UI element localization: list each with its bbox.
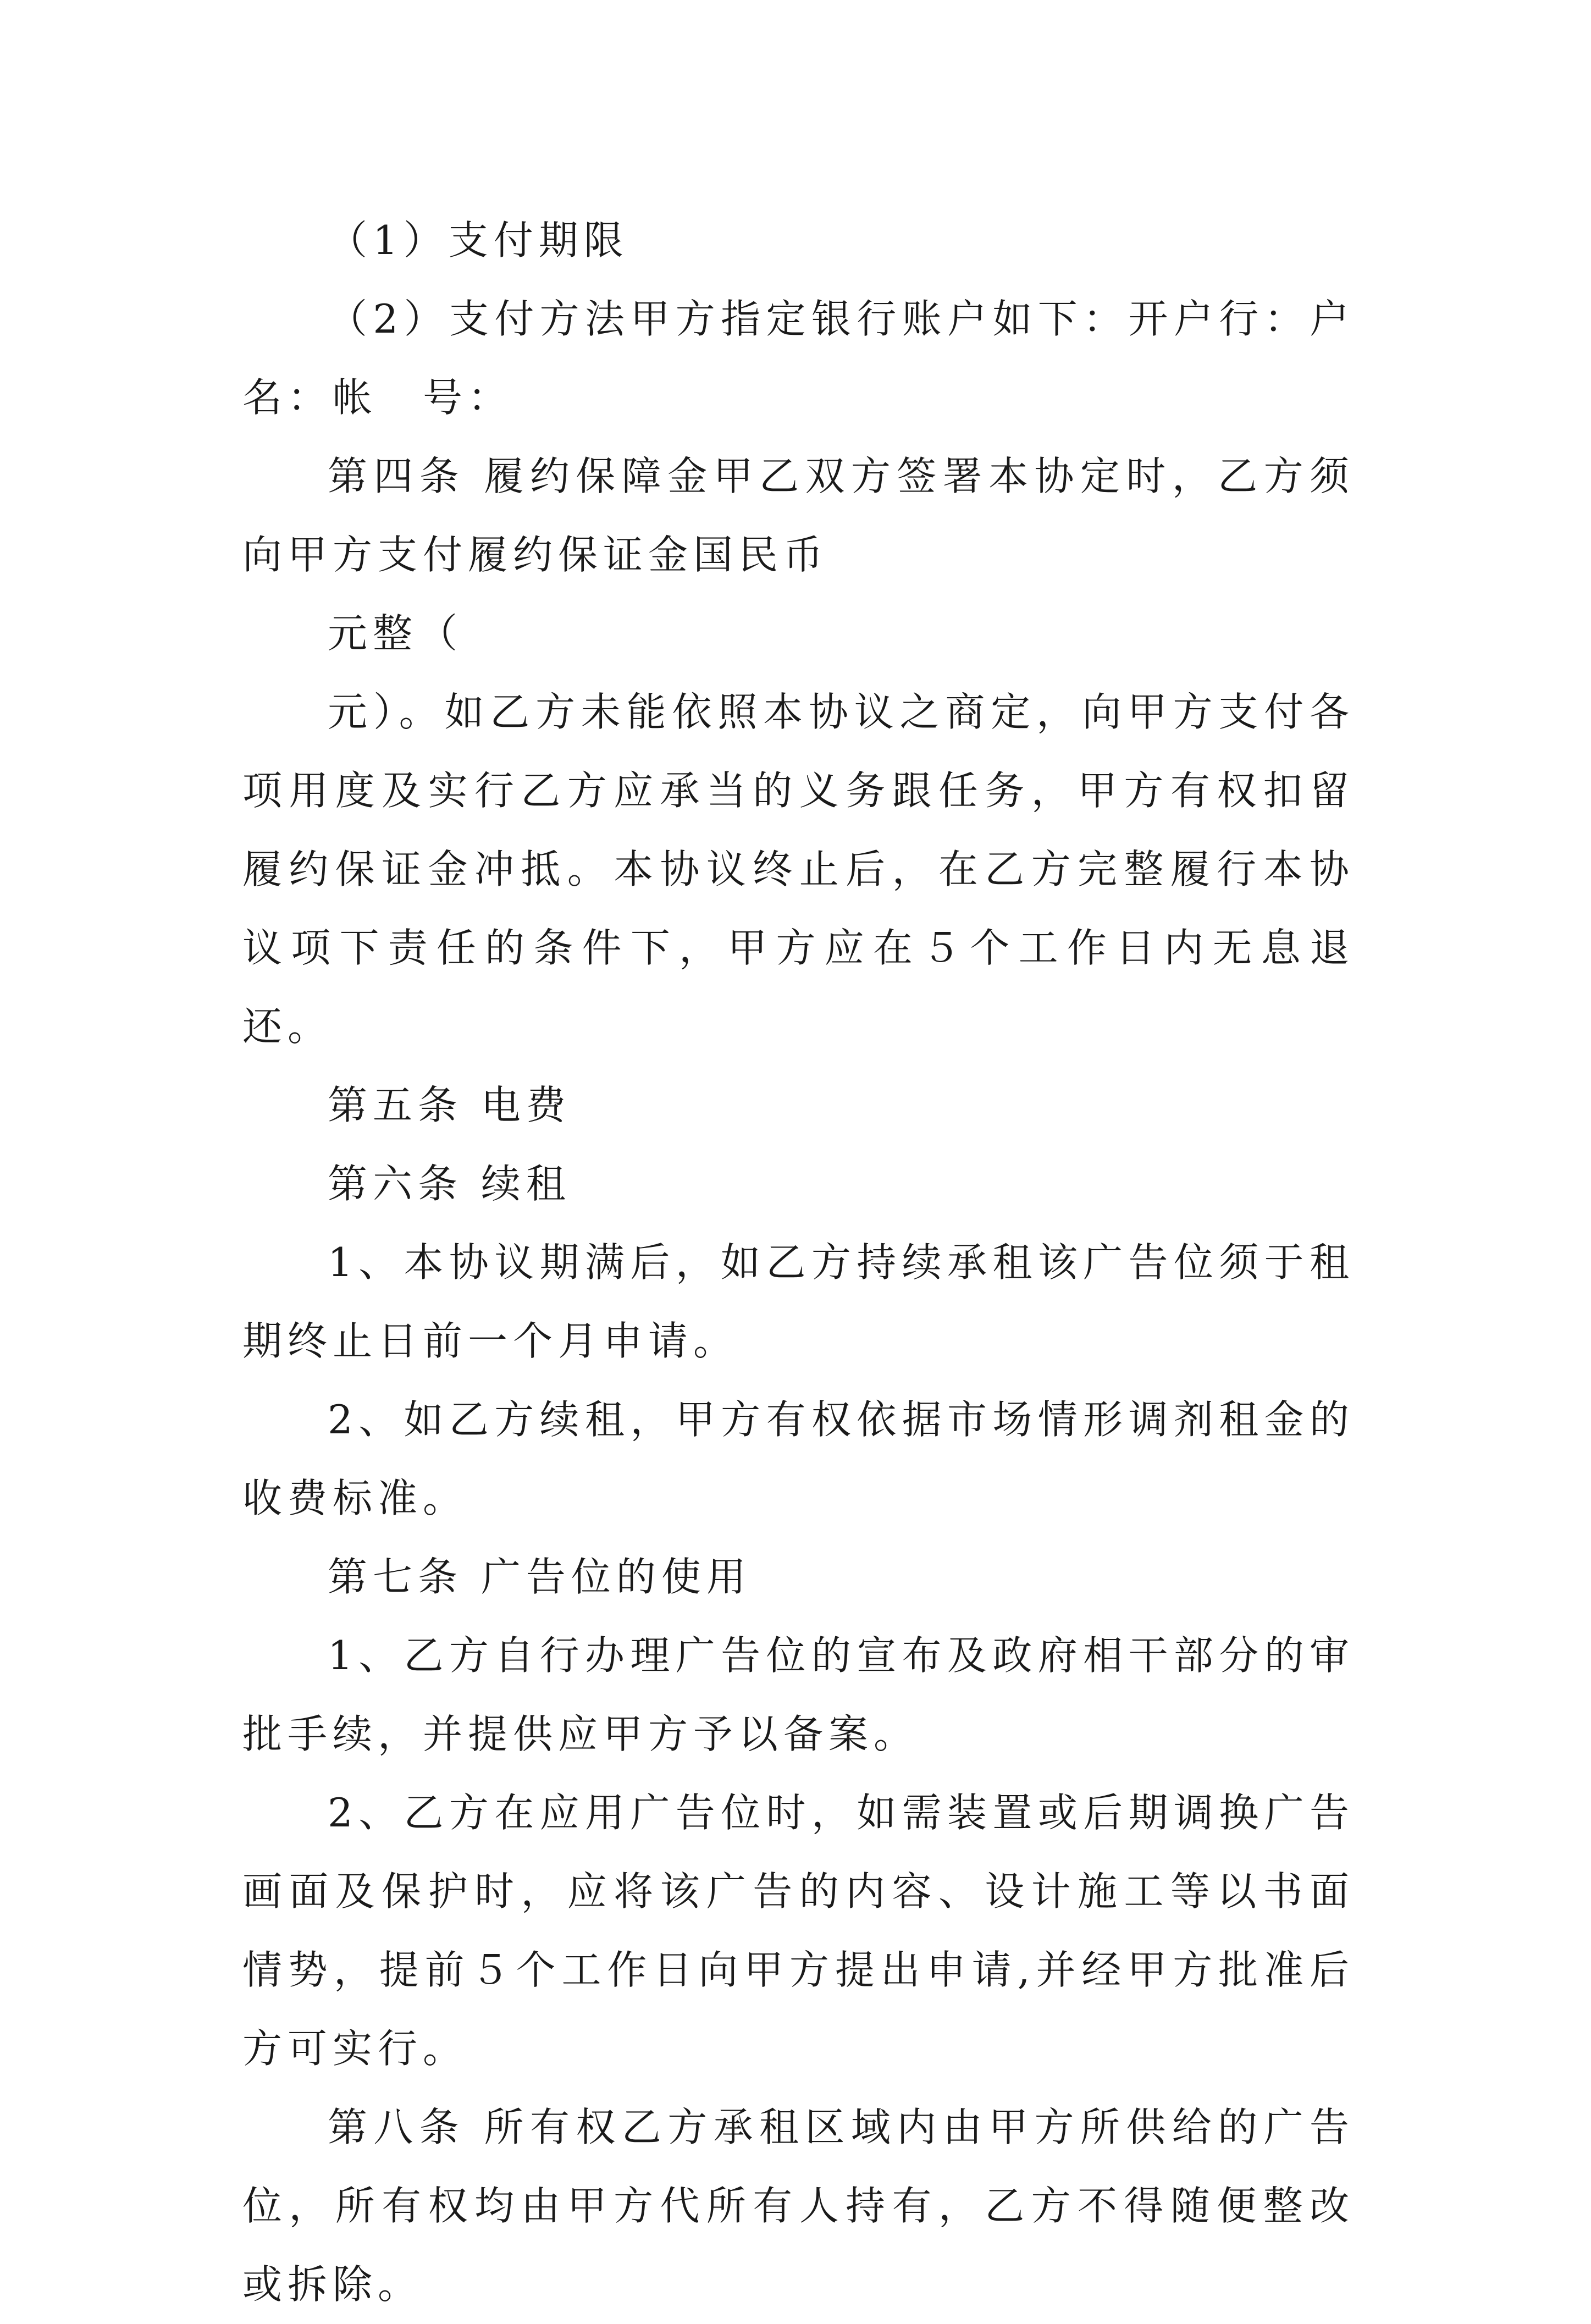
document-body: [242, 201, 1400, 2324]
usage-clause-1: 1、乙方自行办理广告位的宣布及政府相干部分的审批手续，并提供应甲方予以备案。: [242, 1632, 1355, 1757]
article-8-paragraph: 第八条 所有权乙方承租区域内由甲方所供给的广告位，所有权均由甲方代所有人持有，乙方不得随便整改或拆除。: [242, 2104, 1355, 2308]
renewal-clause-1: 1、本协议期满后，如乙方持续承租该广告位须于租期终止日前一个月申请。: [242, 1239, 1355, 1364]
payment-method-paragraph: （2）支付方法甲方指定银行账户如下：开户行：户 名：帐 号：: [242, 296, 1400, 421]
deposit-amount-paragraph: 元整（: [328, 610, 463, 656]
usage-clause-2: 2、乙方在应用广告位时，如需装置或后期调换广告画面及保护时，应将该广告的内容、设计施工等以书面情势，提前５个工作日向甲方提出申请,并经甲方批准后方可实行。: [242, 1790, 1355, 2072]
article-4-paragraph: 第四条 履约保障金甲乙双方签署本协定时，乙方须向甲方支付履约保证金国民币: [242, 453, 1355, 578]
article-7-heading: 第七条 广告位的使用: [328, 1554, 752, 1600]
article-5-heading: 第五条 电费: [328, 1082, 571, 1128]
renewal-clause-2: 2、如乙方续租，甲方有权依据市场情形调剂租金的收费标准。: [242, 1396, 1355, 1521]
article-6-heading: 第六条 续租: [328, 1161, 571, 1207]
payment-term-paragraph: （1）支付期限: [328, 217, 629, 263]
deposit-terms-paragraph: 元）。如乙方未能依照本协议之商定，向甲方支付各项用度及实行乙方应承当的义务跟任务，甲方有权扣留履约保证金冲抵。本协议终止后，在乙方完整履行本协议项下责任的条件下，甲方应在５个工作日内无息退还。: [242, 689, 1355, 1050]
